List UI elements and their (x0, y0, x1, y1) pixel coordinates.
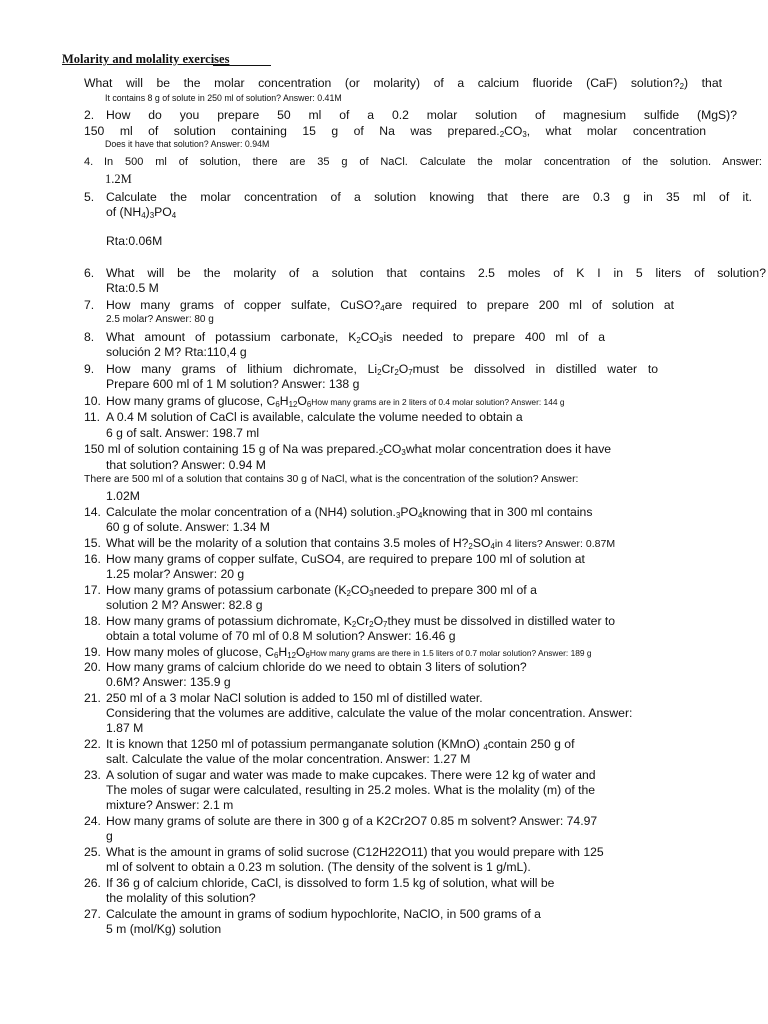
exercise-24-line-2: g (106, 829, 113, 843)
exercise-11-line-2: 6 g of salt. Answer: 198.7 ml (106, 426, 260, 440)
exercise-4-line-1: In 500 ml of solution, there are 35 g of NaCl. Calculate the molar concentration of the solution. Answer: (104, 156, 762, 168)
exercise-20-number: 20. (84, 660, 101, 674)
exercise-1-line-2: It contains 8 g of solute in 250 ml of solution? Answer: 0.41M (105, 93, 342, 103)
exercise-26-line-1: If 36 g of calcium chloride, CaCl, is dissolved to form 1.5 kg of solution, what will be (106, 876, 555, 890)
exercise-24-number: 24. (84, 814, 101, 828)
exercise-9-line-2: Prepare 600 ml of 1 M solution? Answer: 138 g (106, 377, 360, 391)
exercise-25-number: 25. (84, 845, 101, 859)
exercise-19-line-1: How many moles of glucose, $C_6H_{12}O_6How$ many grams are there in 1.5 liters of 0.7 molar solution? Answer: 189 g (106, 645, 592, 661)
exercise-6-line-1: What will be the molarity of a solution that contains 2.5 moles of K I in 5 liters of solution? (106, 266, 766, 280)
exercise-17-line-2: solution 2 M? Answer: 82.8 g (106, 598, 263, 612)
exercise-9-line-1: How many grams of lithium dichromate, $Li_2Cr_2O_7must$ be dissolved in distilled water to (106, 362, 658, 378)
exercise-21-line-3: 1.87 M (106, 721, 144, 735)
exercise-5-line-2: of $(NH_4)_3PO_4$ (106, 205, 177, 221)
exercise-14-number: 14. (84, 505, 101, 519)
exercise-22-line-1: It is known that 1250 ml of potassium permanganate solution (KMnO) $_4$contain 250 g of (106, 737, 575, 753)
exercise-19-number: 19. (84, 645, 101, 659)
exercise-21-number: 21. (84, 691, 101, 705)
title-underline (213, 65, 271, 66)
exercise-16-line-1: How many grams of copper sulfate, CuSO4, are required to prepare 100 ml of solution at (106, 552, 585, 566)
exercise-18-line-1: How many grams of potassium dichromate, $K_2Cr_2O_7they$ must be dissolved in distilled water to (106, 614, 616, 630)
exercise-18-line-2: obtain a total volume of 70 ml of 0.8 M solution? Answer: 16.46 g (106, 629, 456, 643)
exercise-20-line-2: 0.6M? Answer: 135.9 g (106, 675, 231, 689)
exercise-25-line-1: What is the amount in grams of solid sucrose (C12H22O11) that you would prepare with 125 (106, 845, 604, 859)
exercise-14-line-1: Calculate the molar concentration of a (NH4) $solution._3PO_4knowing$ that in 300 ml contains (106, 505, 593, 521)
exercise-26-number: 26. (84, 876, 101, 890)
exercise-25-line-2: ml of solvent to obtain a 0.23 m solution. (The density of the solvent is 1 g/mL). (106, 860, 531, 874)
exercise-16-number: 16. (84, 552, 101, 566)
page-title: Molarity and molality exercises (62, 52, 230, 66)
exercise-11-line-1: A 0.4 M solution of CaCl is available, calculate the volume needed to obtain a (106, 410, 523, 424)
exercise-21-line-2: Considering that the volumes are additive, calculate the value of the molar concentration. Answer: (106, 706, 633, 720)
exercise-7-line-1: How many grams of copper sulfate, $CuSO?_4are$ required to prepare 200 ml of solution at (106, 298, 674, 314)
exercise-23-line-1: A solution of sugar and water was made to make cupcakes. There were 12 kg of water and (106, 768, 596, 782)
exercise-2-number: 2. (84, 108, 95, 122)
exercise-9-number: 9. (84, 362, 95, 376)
exercise-21-line-1: 250 ml of a 3 molar NaCl solution is added to 150 ml of distilled water. (106, 691, 483, 705)
exercise-8-number: 8. (84, 330, 95, 344)
exercise-27-number: 27. (84, 907, 101, 921)
exercise-17-line-1: How many grams of potassium carbonate ($K_2CO_3needed$ to prepare 300 ml of a (106, 583, 537, 599)
exercise-8-line-1: What amount of potassium carbonate, $K_2CO_3is$ needed to prepare 400 ml of a (106, 330, 605, 346)
exercise-17-number: 17. (84, 583, 101, 597)
exercise-3-line-1: 150 ml of solution containing 15 g of Na was $prepared._2CO_3$, what molar concentration (84, 124, 707, 140)
exercise-22-line-2: salt. Calculate the value of the molar concentration. Answer: 1.27 M (106, 752, 471, 766)
exercise-7-number: 7. (84, 298, 95, 312)
exercise-12-line-2: that solution? Answer: 0.94 M (106, 458, 266, 472)
exercise-18-number: 18. (84, 614, 101, 628)
exercise-15-number: 15. (84, 536, 101, 550)
exercise-23-line-3: mixture? Answer: 2.1 m (106, 798, 234, 812)
exercise-10-line-1: How many grams of glucose, $C_6H_{12}O_6How$ many grams are in 2 liters of 0.4 molar solution? Answer: 144 g (106, 394, 565, 410)
exercise-27-line-2: 5 m (mol/Kg) solution (106, 922, 222, 936)
exercise-11-number: 11. (84, 410, 101, 424)
exercise-13-line-2: 1.02M (106, 489, 140, 503)
exercise-3-line-2: Does it have that solution? Answer: 0.94M (105, 139, 270, 149)
exercise-7-line-2: 2.5 molar? Answer: 80 g (106, 314, 214, 325)
exercise-4-number: 4. (84, 156, 94, 168)
exercise-24-line-1: How many grams of solute are there in 300 g of a K2Cr2O7 0.85 m solvent? Answer: 74.97 (106, 814, 598, 828)
exercise-20-line-1: How many grams of calcium chloride do we need to obtain 3 liters of solution? (106, 660, 527, 674)
exercise-2-line-1: How do you prepare 50 ml of a 0.2 molar solution of magnesium sulfide (MgS)? (106, 108, 737, 122)
exercise-16-line-2: 1.25 molar? Answer: 20 g (106, 567, 245, 581)
exercise-10-number: 10. (84, 394, 101, 408)
exercise-14-line-2: 60 g of solute. Answer: 1.34 M (106, 520, 270, 534)
exercise-5-number: 5. (84, 190, 95, 204)
exercise-27-line-1: Calculate the amount in grams of sodium hypochlorite, NaClO, in 500 grams of a (106, 907, 541, 921)
exercise-5-line-1: Calculate the molar concentration of a solution knowing that there are 0.3 g in 35 ml of it. (106, 190, 752, 204)
exercise-5-answer: Rta:0.06M (106, 234, 163, 248)
exercise-26-line-2: the molality of this solution? (106, 891, 256, 905)
exercise-12-line-1: 150 ml of solution containing 15 g of Na was $prepared._2CO_3what$ molar concentration does it have (84, 442, 612, 458)
exercise-23-number: 23. (84, 768, 101, 782)
exercise-15-line-1: What will be the molarity of a solution that contains 3.5 moles of $H?_2SO_4in$ 4 liters? Answer: 0.87M (106, 536, 616, 552)
exercise-22-number: 22. (84, 737, 101, 751)
exercise-4-line-2: 1.2M (105, 172, 132, 186)
exercise-8-line-2: solución 2 M? Rta:110,4 g (106, 345, 247, 359)
exercise-23-line-2: The moles of sugar were calculated, resulting in 25.2 moles. What is the molality (m) of the (106, 783, 596, 797)
exercise-6-number: 6. (84, 266, 95, 280)
exercise-13-line-1: There are 500 ml of a solution that contains 30 g of NaCl, what is the concentration of the solution? Answer: (84, 474, 579, 485)
exercise-6-line-2: Rta:0.5 M (106, 281, 159, 295)
exercise-1-line-1: What will be the molar concentration (or molarity) of a calcium fluoride (CaF) $solution?_2$) that (84, 76, 722, 92)
